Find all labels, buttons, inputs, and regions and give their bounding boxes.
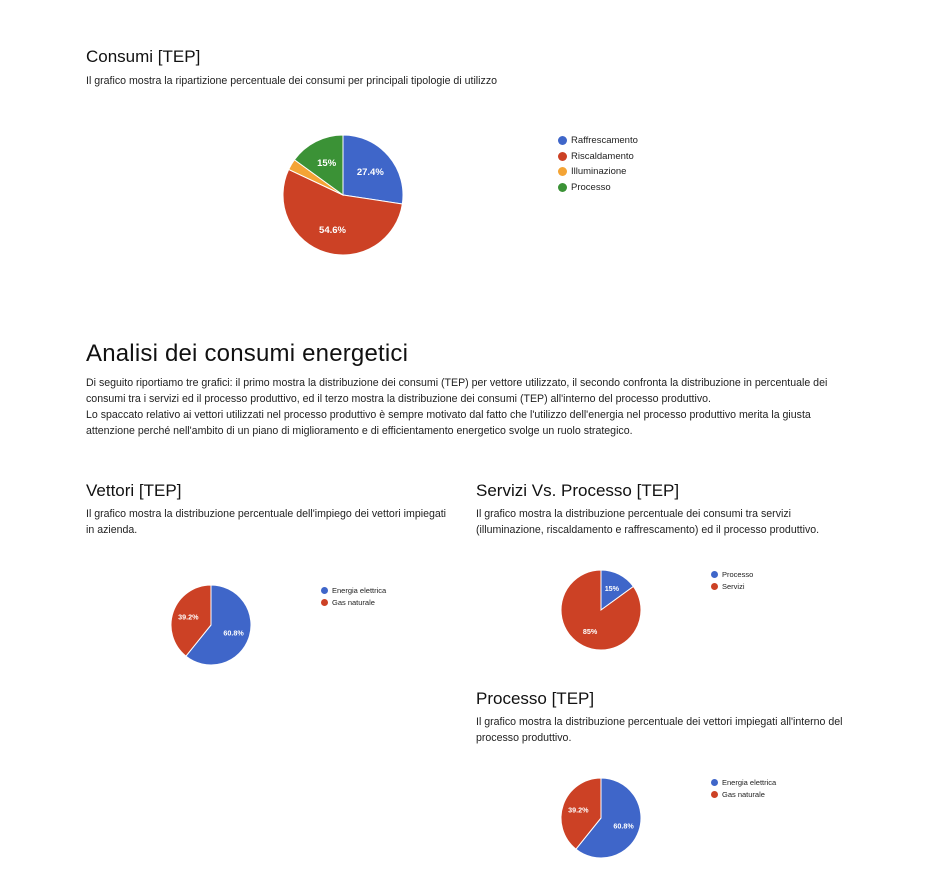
- servizi-description: Il grafico mostra la distribuzione percentuale dei consumi tra servizi (illuminazione, riscaldamento e raffrescamento) ed il processo produttivo.: [476, 508, 820, 536]
- legend-item: [558, 149, 638, 165]
- vettori-pie-chart: [166, 580, 256, 670]
- servizi-pie-chart: [555, 564, 647, 656]
- legend-swatch: [711, 791, 718, 798]
- legend-item: [711, 777, 776, 789]
- analisi-paragraph-1: Di seguito riportiamo tre grafici: il primo mostra la distribuzione dei consumi (TEP) per vettore utilizzato, il secondo confronta la distribuzione in percentuale dei consumi tra i servizi ed il processo produttivo, ed il terzo mostra la distribuzione dei consumi (TEP) all'interno del processo produttivo.: [86, 377, 828, 405]
- legend-label: Gas naturale: [722, 789, 765, 799]
- consumi-pie-chart: [268, 120, 418, 270]
- processo-data-label: 60.8%: [613, 821, 634, 831]
- legend-swatch: [711, 779, 718, 786]
- legend-swatch: [558, 183, 567, 192]
- servizi-data-label: 15%: [604, 584, 620, 594]
- legend-item: [558, 180, 638, 196]
- processo-pie-chart: [555, 772, 647, 864]
- legend-item: [321, 597, 386, 609]
- legend-swatch: [321, 587, 328, 594]
- consumi-data-label: 54.6%: [319, 224, 346, 236]
- legend-swatch: [558, 136, 567, 145]
- servizi-legend: [711, 569, 753, 592]
- processo-legend: [711, 777, 776, 800]
- legend-label: Energia elettrica: [332, 586, 387, 596]
- consumi-data-label: 27.4%: [356, 166, 384, 178]
- legend-label: Riscaldamento: [571, 150, 634, 162]
- legend-swatch: [711, 583, 718, 590]
- legend-label: Processo: [722, 570, 754, 580]
- legend-label: Illuminazione: [571, 166, 627, 178]
- legend-label: Servizi: [722, 581, 745, 591]
- consumi-legend: [558, 133, 638, 195]
- legend-swatch: [321, 599, 328, 606]
- vettori-title: Vettori [TEP]: [86, 481, 182, 500]
- legend-item: [558, 133, 638, 149]
- legend-swatch: [558, 167, 567, 176]
- processo-description: Il grafico mostra la distribuzione percentuale dei vettori impiegati all'interno del processo produttivo.: [476, 716, 843, 744]
- legend-label: Processo: [571, 181, 611, 193]
- legend-swatch: [711, 571, 718, 578]
- analisi-title: Analisi dei consumi energetici: [86, 340, 409, 367]
- vettori-data-label: 60.8%: [223, 628, 244, 638]
- consumi-title: Consumi [TEP]: [86, 47, 201, 66]
- legend-swatch: [558, 152, 567, 161]
- legend-item: [711, 789, 776, 801]
- vettori-data-label: 39.2%: [178, 612, 199, 622]
- analisi-paragraph-2: Lo spaccato relativo ai vettori utilizzati nel processo produttivo è sempre motivato dal fatto che l'utilizzo dell'energia nel processo produttivo merita la giusta attenzione perché nell'ambito di un piano di miglioramento e di efficientamento energetico svolge un ruolo strategico.: [86, 409, 811, 437]
- legend-label: Raffrescamento: [571, 135, 638, 147]
- legend-item: [321, 585, 386, 597]
- servizi-data-label: 85%: [582, 626, 598, 636]
- legend-item: [558, 164, 638, 180]
- legend-label: Energia elettrica: [722, 778, 777, 788]
- vettori-legend: [321, 585, 386, 608]
- consumi-description: Il grafico mostra la ripartizione percentuale dei consumi per principali tipologie di utilizzo: [86, 75, 498, 87]
- legend-item: [711, 581, 753, 593]
- legend-label: Gas naturale: [332, 597, 375, 607]
- processo-data-label: 39.2%: [568, 805, 589, 815]
- analisi-text: [86, 375, 856, 439]
- processo-title: Processo [TEP]: [476, 689, 595, 708]
- servizi-title: Servizi Vs. Processo [TEP]: [476, 481, 680, 500]
- legend-item: [711, 569, 753, 581]
- vettori-description: Il grafico mostra la distribuzione percentuale dell'impiego dei vettori impiegati in azienda.: [86, 508, 447, 536]
- consumi-data-label: 15%: [317, 158, 337, 170]
